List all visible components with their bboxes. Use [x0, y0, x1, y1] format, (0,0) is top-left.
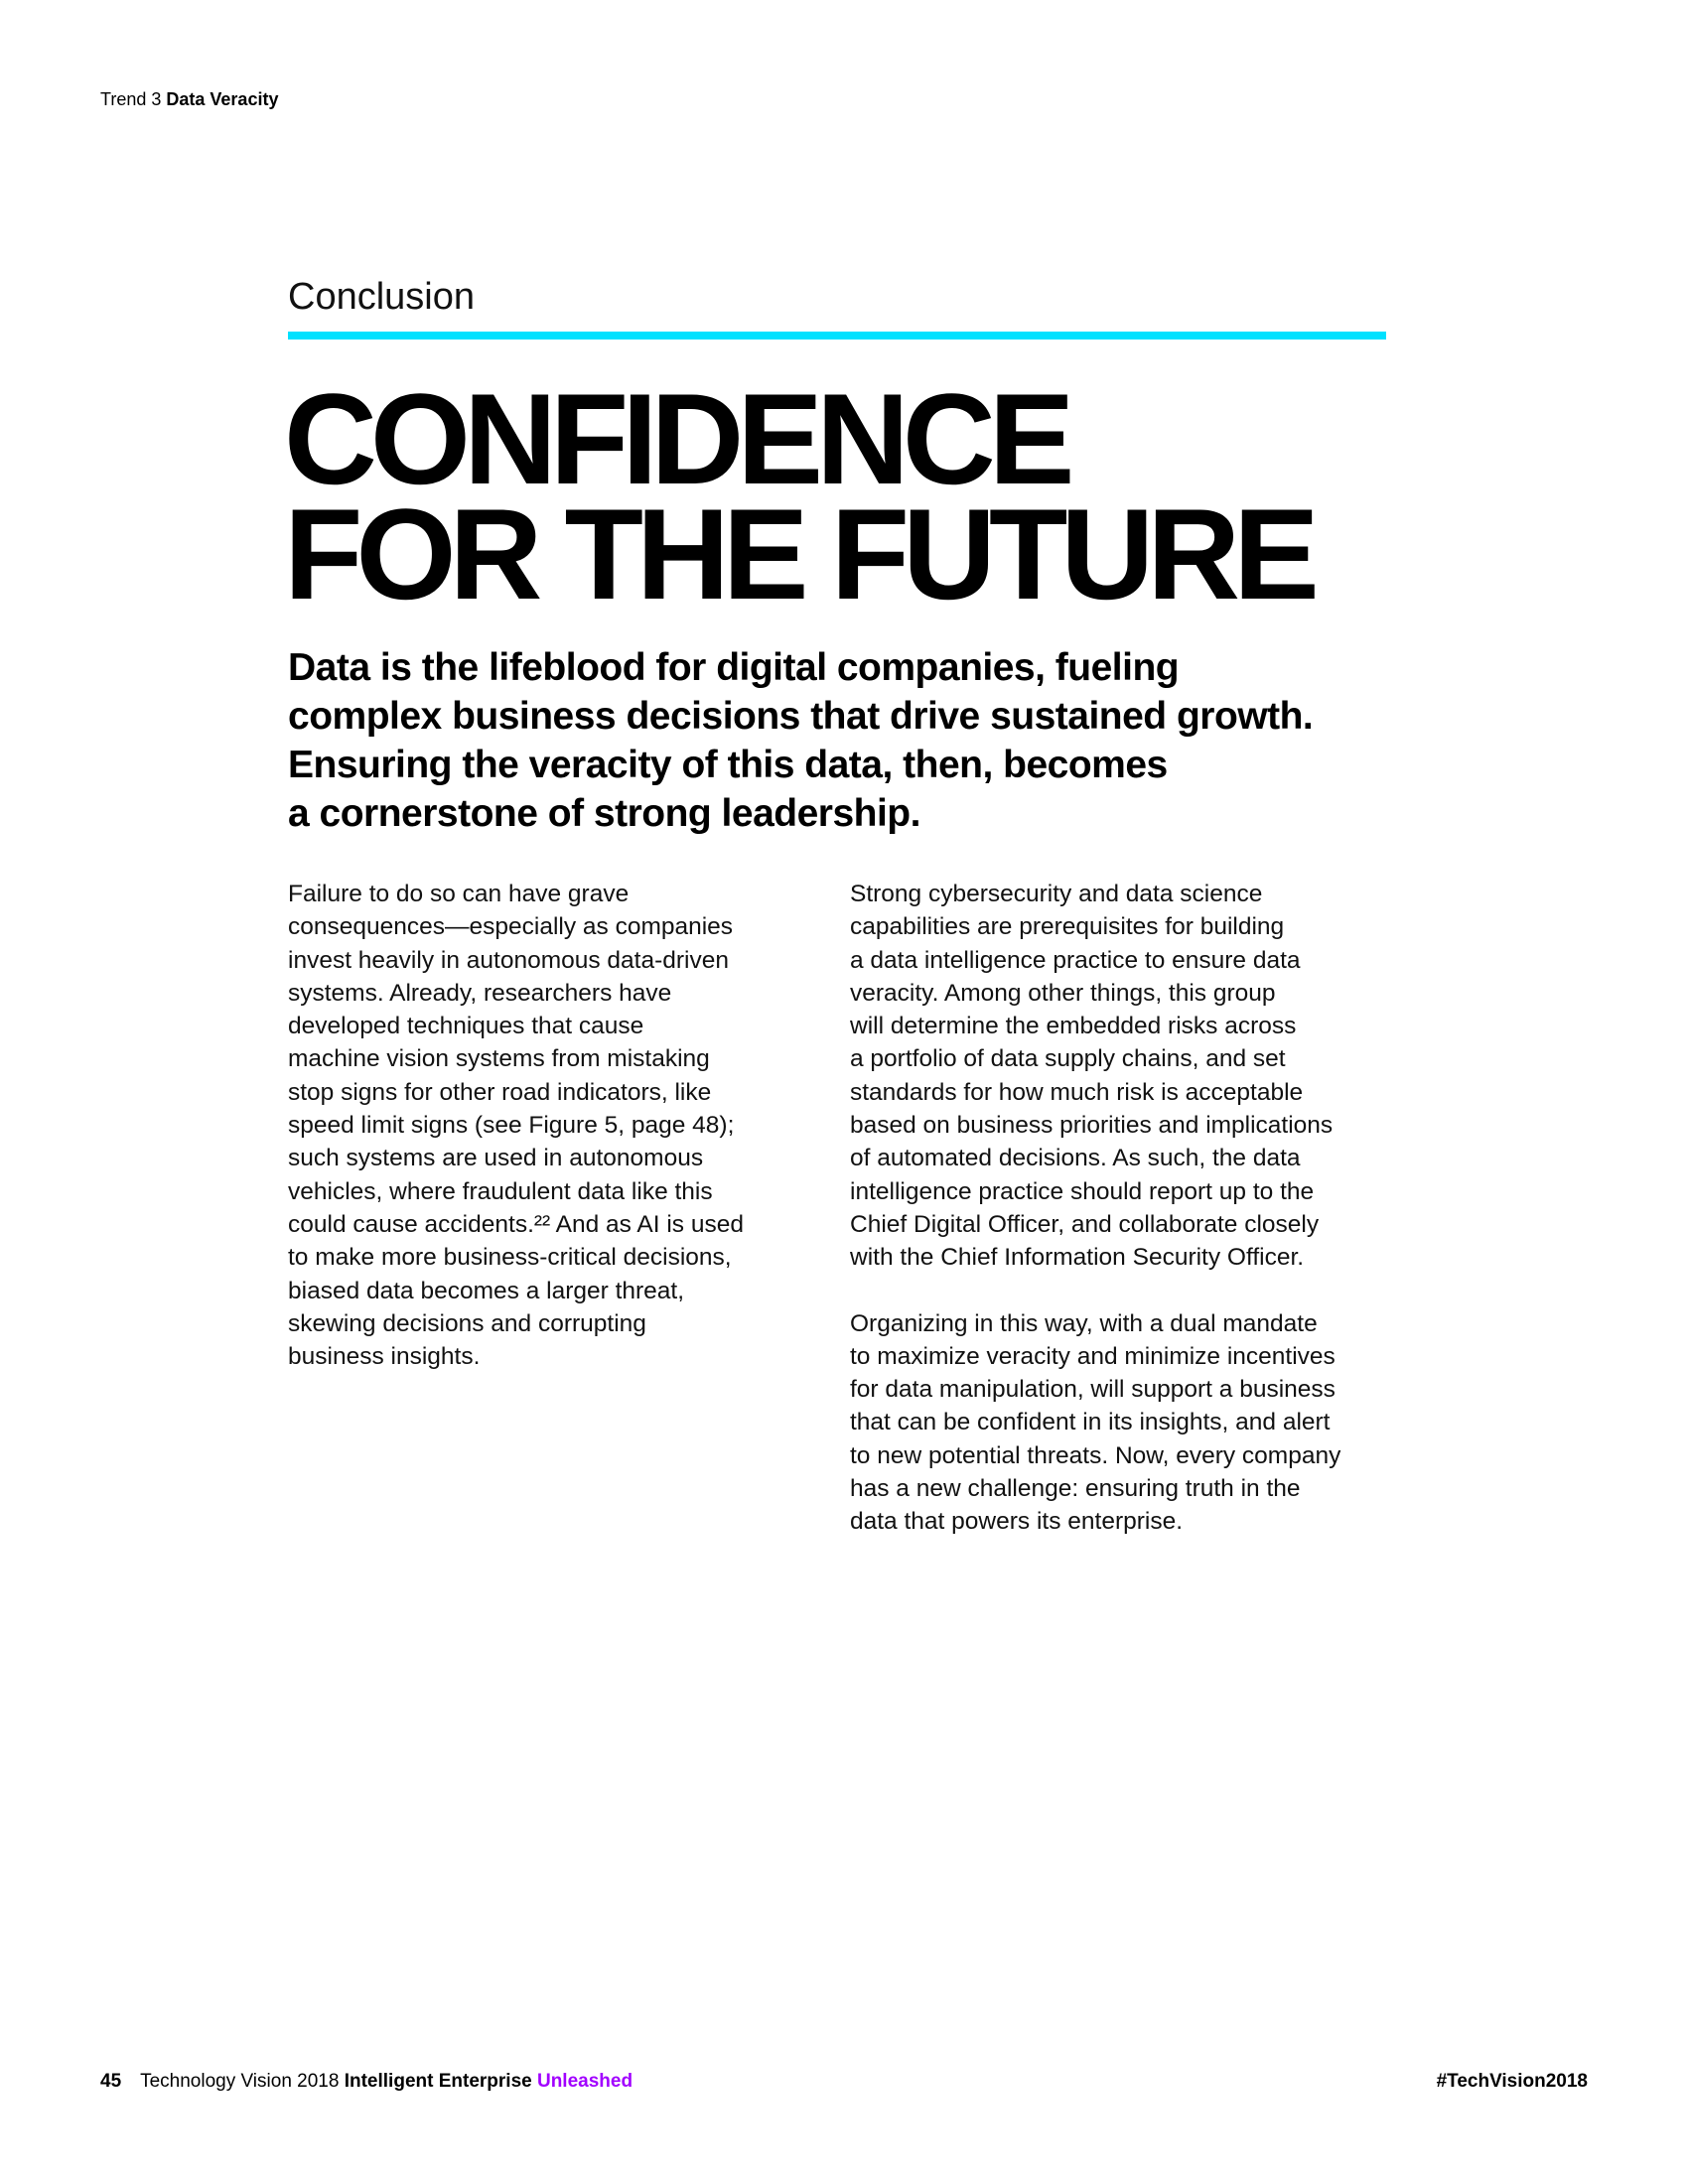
- body-line: a data intelligence practice to ensure data: [850, 946, 1301, 974]
- body-line: skewing decisions and corrupting: [288, 1309, 646, 1337]
- body-line: to make more business-critical decisions,: [288, 1244, 732, 1272]
- footer: [100, 2070, 633, 2094]
- body-line: intelligence practice should report up to the: [850, 1177, 1315, 1205]
- body-line: veracity. Among other things, this group: [850, 979, 1276, 1007]
- body-line: vehicles, where fraudulent data like this: [288, 1177, 713, 1205]
- body-line: will determine the embedded risks across: [850, 1013, 1297, 1040]
- body-column-left: [288, 878, 844, 1406]
- body-line: consequences—especially as companies: [288, 913, 734, 941]
- body-line: to new potential threats. Now, every company: [850, 1441, 1341, 1469]
- body-line: that can be confident in its insights, and alert: [850, 1409, 1331, 1436]
- body-line: with the Chief Information Security Officer.: [850, 1244, 1305, 1272]
- trend-topic: Data Veracity: [166, 89, 279, 109]
- section-label: Conclusion: [288, 276, 475, 318]
- publication-title: Intelligent Enterprise: [344, 2071, 532, 2092]
- body-paragraph: [288, 878, 844, 1373]
- body-line: for data manipulation, will support a business: [850, 1376, 1336, 1404]
- headline: [284, 366, 1313, 626]
- body-line: could cause accidents.²² And as AI is used: [288, 1210, 744, 1238]
- body-line: data that powers its enterprise.: [850, 1508, 1184, 1536]
- body-line: stop signs for other road indicators, like: [288, 1078, 712, 1106]
- body-line: of automated decisions. As such, the data: [850, 1145, 1301, 1172]
- body-line: systems. Already, researchers have: [288, 979, 672, 1007]
- headline-line: FOR THE FUTURE: [284, 481, 1313, 626]
- body-line: business insights.: [288, 1343, 481, 1371]
- body-line: invest heavily in autonomous data-driven: [288, 946, 729, 974]
- body-line: developed techniques that cause: [288, 1013, 644, 1040]
- page-number: 45: [100, 2071, 122, 2092]
- deck-line: a cornerstone of strong leadership.: [288, 792, 920, 835]
- deck-line: complex business decisions that drive sustained growth.: [288, 695, 1314, 738]
- body-line: machine vision systems from mistaking: [288, 1045, 710, 1073]
- body-line: biased data becomes a larger threat,: [288, 1277, 685, 1304]
- headline-line: CONFIDENCE: [284, 366, 1068, 511]
- publication-name: Technology Vision 2018: [140, 2071, 340, 2092]
- body-line: Chief Digital Officer, and collaborate closely: [850, 1210, 1320, 1238]
- body-line: capabilities are prerequisites for building: [850, 913, 1285, 941]
- body-paragraph: [850, 1307, 1406, 1539]
- body-line: Failure to do so can have grave: [288, 881, 630, 907]
- trend-number: Trend 3: [100, 89, 162, 109]
- body-line: to maximize veracity and minimize incentives: [850, 1342, 1336, 1370]
- body-line: speed limit signs (see Figure 5, page 48);: [288, 1112, 735, 1140]
- body-line: standards for how much risk is acceptable: [850, 1078, 1304, 1106]
- publication-title-accent: Unleashed: [536, 2071, 633, 2092]
- body-line: Organizing in this way, with a dual mandate: [850, 1309, 1318, 1337]
- section-rule: [288, 332, 1386, 340]
- body-line: a portfolio of data supply chains, and set: [850, 1045, 1286, 1073]
- body-line: has a new challenge: ensuring truth in the: [850, 1475, 1301, 1503]
- body-paragraph: [850, 878, 1406, 1275]
- body-column-right: [850, 878, 1406, 1571]
- deck: [288, 643, 1440, 838]
- body-line: based on business priorities and implications: [850, 1112, 1334, 1140]
- deck-line: Ensuring the veracity of this data, then, becomes: [288, 744, 1168, 786]
- body-line: Strong cybersecurity and data science: [850, 881, 1263, 907]
- deck-line: Data is the lifeblood for digital companies, fueling: [288, 646, 1180, 689]
- hashtag: #TechVision2018: [1436, 2071, 1588, 2092]
- body-line: such systems are used in autonomous: [288, 1145, 704, 1172]
- running-head: [100, 88, 278, 110]
